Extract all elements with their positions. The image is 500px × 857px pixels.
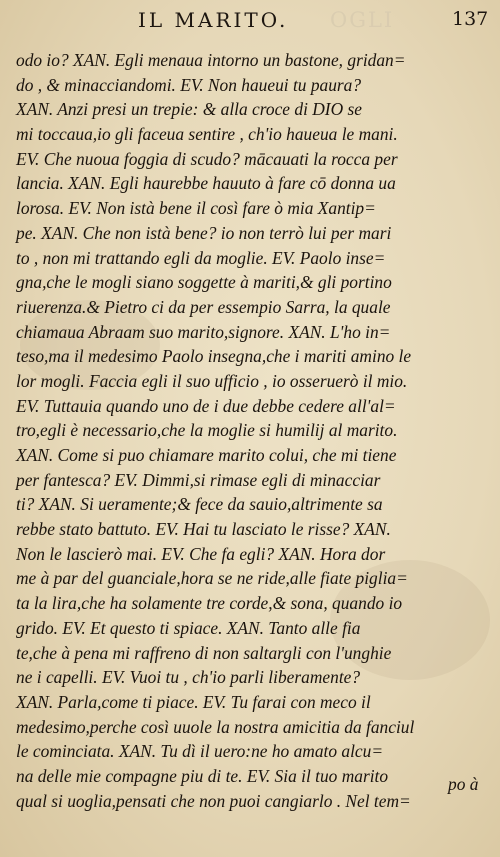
text-line: lor mogli. Faccia egli il suo ufficio , io osseruerò il mio. xyxy=(16,370,408,391)
text-line: tro,egli è necessario,che la moglie si humilij al marito. xyxy=(16,420,398,441)
text-line: pe. XAN. Che non istà bene? io non terrò lui per mari xyxy=(16,222,392,243)
text-line: odo io? XAN. Egli menaua intorno un bastone, gridan= xyxy=(16,50,406,70)
text-line: rebbe stato battuto. EV. Hai tu lasciato le risse? XAN. xyxy=(16,519,391,540)
text-line: gna,che le mogli siano soggette à mariti,& gli portino xyxy=(16,272,392,293)
catchword: po à xyxy=(448,774,479,794)
text-line: lorosa. EV. Non istà bene il così fare ò mia Xantip= xyxy=(16,198,376,219)
text-line: le cominciata. XAN. Tu dì il uero:ne ho amato alcu= xyxy=(16,741,384,762)
text-line: XAN. Parla,come ti piace. EV. Tu farai con meco il xyxy=(16,691,371,712)
text-line: XAN. Come si puo chiamare marito colui, che mi tiene xyxy=(16,445,397,465)
text-line: mi toccaua,io gli faceua sentire , ch'io haueua le mani. xyxy=(16,124,398,145)
bleed-through-text: OGLI xyxy=(330,8,395,32)
text-line: ne i capelli. EV. Vuoi tu , ch'io parli liberamente? xyxy=(16,667,361,688)
text-line: te,che à pena mi raffreno di non saltargli con l'unghie xyxy=(16,642,392,663)
body-text xyxy=(16,48,414,813)
text-line: lancia. XAN. Egli haurebbe hauuto à fare cō donna ua xyxy=(16,173,396,194)
text-line: ta la lira,che ha solamente tre corde,& sona, quando io xyxy=(16,593,403,614)
running-title: IL MARITO. xyxy=(138,8,289,32)
text-line: EV. Che nuoua foggia di scudo? mācauati la rocca per xyxy=(16,148,398,169)
text-line: grido. EV. Et questo ti spiace. XAN. Tanto alle fia xyxy=(16,617,361,638)
text-line: me à par del guanciale,hora se ne ride,alle fiate piglia= xyxy=(16,568,408,589)
text-line: to , non mi trattando egli da moglie. EV. Paolo inse= xyxy=(16,247,386,268)
text-line: chiamaua Abraam suo marito,signore. XAN. L'ho in= xyxy=(16,321,391,342)
text-line: per fantesca? EV. Dimmi,si rimase egli di minacciar xyxy=(16,469,381,490)
text-line: teso,ma il medesimo Paolo insegna,che i mariti amino le xyxy=(16,346,412,367)
text-line: ti? XAN. Si ueramente;& fece da sauio,altrimente sa xyxy=(16,494,383,515)
text-line: medesimo,perche così uuole la nostra amicitia da fanciul xyxy=(16,716,415,737)
text-line: XAN. Anzi presi un trepie: & alla croce di DIO se xyxy=(16,99,362,120)
text-line: riuerenza.& Pietro ci da per essempio Sarra, la quale xyxy=(16,296,391,317)
page-number: 137 xyxy=(452,8,489,30)
text-line: qual si uoglia,pensati che non puoi cangiarlo . Nel tem= xyxy=(16,790,411,811)
text-line: do , & minacciandomi. EV. Non haueui tu paura? xyxy=(16,74,362,95)
text-line: na delle mie compagne piu di te. EV. Sia il tuo marito xyxy=(16,765,389,786)
text-line: Non le lascierò mai. EV. Che fa egli? XAN. Hora dor xyxy=(16,543,386,564)
text-line: EV. Tuttauia quando uno de i due debbe cedere all'al= xyxy=(16,395,396,416)
